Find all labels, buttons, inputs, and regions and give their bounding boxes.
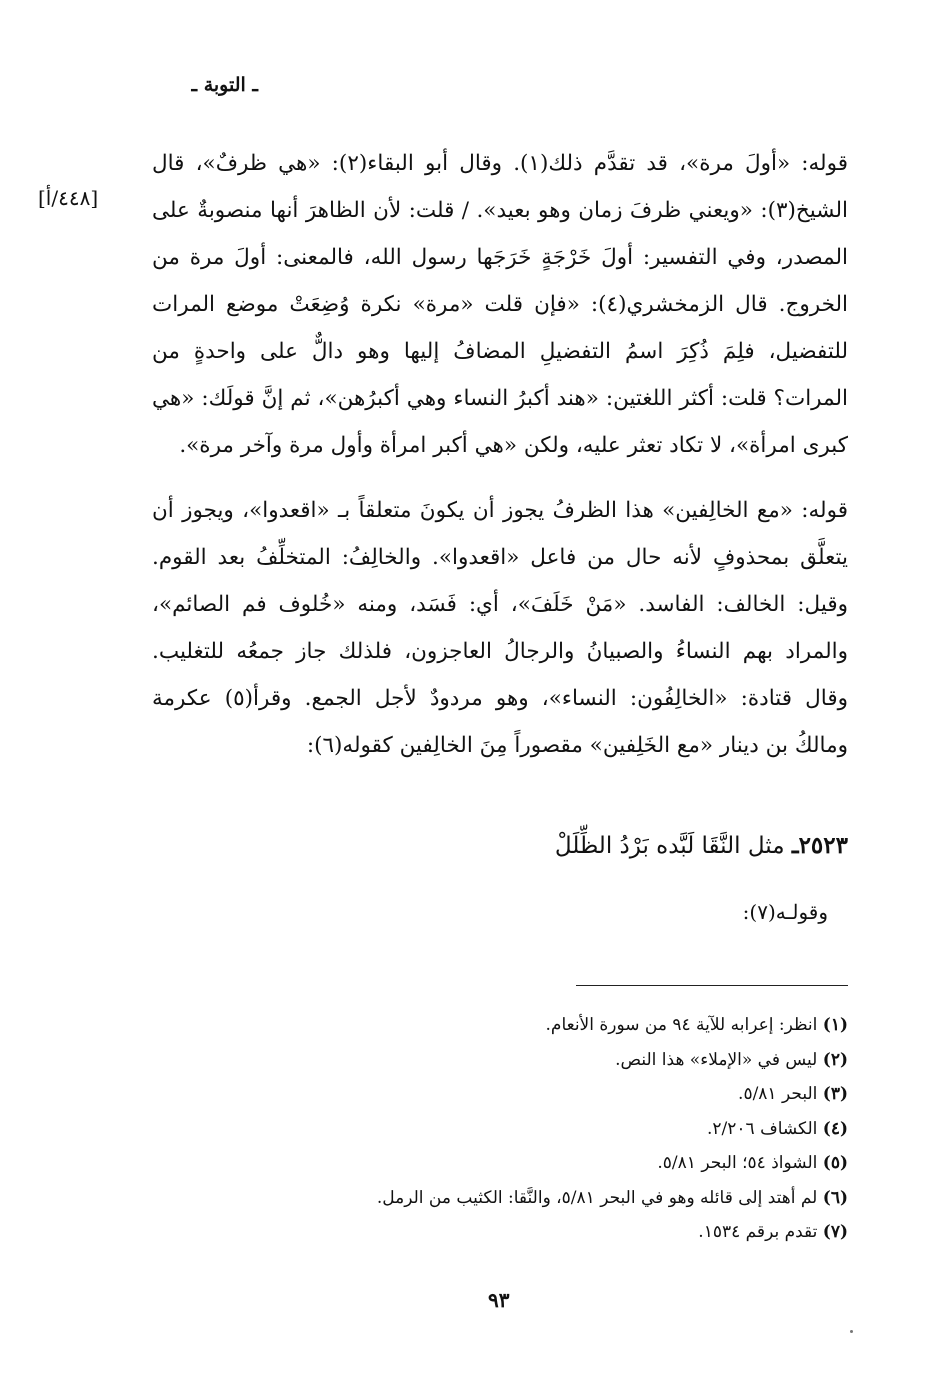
- page-number: ٩٣: [488, 1288, 510, 1312]
- verse-text: مثل النَّقَا لَبَّده بَرْدُ الظِّلَلْ: [554, 833, 785, 859]
- footnote-item: [88, 1112, 848, 1147]
- verse-number: ٢٥٢٣ـ: [791, 832, 848, 859]
- footnote-text: تقدم برقم ١٥٣٤.: [698, 1222, 818, 1242]
- poetry-verse: [555, 832, 848, 859]
- footnote-item: [88, 1077, 848, 1112]
- footnote-item: [88, 1215, 848, 1250]
- footnote-item: [88, 1181, 848, 1216]
- footnote-text: انظر: إعرابه للآية ٩٤ من سورة الأنعام.: [545, 1015, 818, 1035]
- footnote-number: (٤): [822, 1118, 848, 1139]
- scan-speck: [850, 1330, 853, 1333]
- main-text: [152, 140, 848, 769]
- running-header: [192, 74, 258, 96]
- footnote-number: (١): [822, 1015, 848, 1035]
- footnote-item: [88, 1043, 848, 1078]
- footnote-text: لم أهتد إلى قائله وهو في البحر ٥/٨١، والنَّقا: الكثيب من الرمل.: [376, 1187, 818, 1208]
- footnote-number: (٢): [822, 1049, 848, 1070]
- paragraph-2: قوله: «مع الخالِفين» هذا الظرفُ يجوز أن يكونَ متعلقاً بـ «اقعدوا»، ويجوز أن يتعلَّق بمحذوفٍ لأنه حال من فاعل «اقعدوا». والخالِفُ: المتخلِّفُ بعد القوم. وقيل: الخالف: الفاسد. «مَنْ خَلَفَ»، أي: فَسَد، ومنه «خُلوف فم الصائم»، والمراد بهم النساءُ والصبيانُ والرجالُ العاجزون، فلذلك جاز جمعُه للتغليب. وقال قتادة: «الخالِفُون: النساء»، وهو مردودٌ لأجل الجمع. وقرأ(٥) عكرمة ومالكُ بن دينار «مع الخَلِفين» مقصوراً مِنَ الخالِفين كقوله(٦):: [152, 498, 848, 758]
- manuscript-folio-reference: [٤٤٨/أ]: [38, 186, 99, 210]
- footnote-text: الكشاف ٢/٢٠٦.: [707, 1118, 818, 1139]
- footnote-text: البحر ٥/٨١.: [738, 1084, 818, 1104]
- footnote-text: ليس في «الإملاء» هذا النص.: [615, 1049, 818, 1070]
- footnote-item: [88, 1146, 848, 1181]
- footnote-number: (٣): [822, 1084, 848, 1104]
- paragraph-1: قوله: «أولَ مرة»، قد تقدَّم ذلك(١). وقال أبو البقاء(٢): «هي ظرفٌ»، قال الشيخ(٣): «ويعني ظرفَ زمان وهو بعيد». / قلت: لأن الظاهرَ أنها منصوبةٌ على المصدر، وفي التفسير: أولَ خَرْجَةٍ خَرَجَها رسول الله، فالمعنى: أولَ مرة من الخروج. قال الزمخشري(٤): «فإن قلت «مرة» نكرة وُضِعَتْ موضع المرات للتفضيل، فلِمَ ذُكِرَ اسمُ التفضيلِ المضافُ إليها وهو دالٌّ على واحدةٍ من المرات؟ قلت: أكثر اللغتين: «هند أكبرُ النساء وهي أكبرُهن»، ثم إنَّ قولَك: «هي كبرى امرأة»، لا تكاد تعثر عليه، ولكن «هي أكبر امرأة وأول مرة وآخر مرة».: [152, 151, 848, 458]
- footnote-number: (٧): [822, 1222, 848, 1242]
- footnotes: [88, 1008, 848, 1250]
- footnote-item: [88, 1008, 848, 1043]
- footnote-text: الشواذ ٥٤؛ البحر ٥/٨١.: [657, 1153, 818, 1173]
- verse-introduction: وقولـه(٧):: [742, 900, 828, 924]
- footnote-separator: [576, 985, 848, 986]
- footnote-number: (٦): [822, 1187, 848, 1208]
- running-title: ـ التوبة ـ: [191, 74, 258, 96]
- footnote-number: (٥): [822, 1153, 848, 1173]
